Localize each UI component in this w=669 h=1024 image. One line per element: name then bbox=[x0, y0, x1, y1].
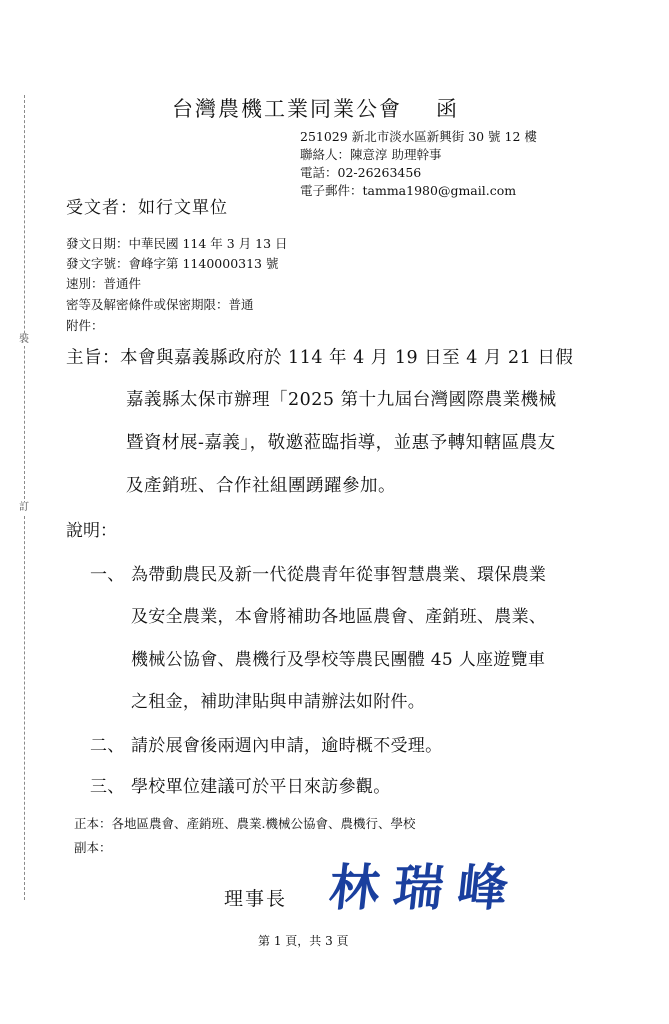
distribution-copy: 副本： bbox=[74, 840, 112, 855]
subject-line-4: 及產銷班、合作社組團踴躍參加。 bbox=[126, 476, 396, 496]
issue-number: 發文字號：會峰字第 1140000313 號 bbox=[66, 256, 279, 271]
binding-mark-bottom: 訂 bbox=[19, 502, 29, 513]
chairman-signature: 林瑞峰 bbox=[326, 859, 525, 917]
recipient: 受文者：如行文單位 bbox=[66, 198, 228, 218]
item-1-line-1: 為帶動農民及新一代從農青年從事智慧農業、環保農業 bbox=[131, 565, 547, 585]
item-1-line-4: 之租金，補助津貼與申請辦法如附件。 bbox=[131, 692, 426, 712]
binding-mark-top: 裝 bbox=[19, 334, 29, 345]
document-type: 函 bbox=[436, 97, 457, 121]
phone: 電話：02-26263456 bbox=[300, 165, 422, 180]
subject-line-1: 主旨：本會與嘉義縣政府於 114 年 4 月 19 日至 4 月 21 日假 bbox=[66, 348, 574, 368]
page-number: 第 1 頁，共 3 頁 bbox=[258, 934, 349, 948]
item-1-line-2: 及安全農業，本會將補助各地區農會、產銷班、農業、 bbox=[131, 607, 547, 627]
issue-date: 發文日期：中華民國 114 年 3 月 13 日 bbox=[66, 236, 288, 251]
item-1-line-3: 機械公協會、農機行及學校等農民團體 45 人座遊覽車 bbox=[131, 650, 546, 670]
distribution-main: 正本：各地區農會、產銷班、農業.機械公協會、農機行、學校 bbox=[74, 816, 416, 831]
explanation-label: 說明： bbox=[66, 521, 117, 541]
email: 電子郵件：tamma1980@gmail.com bbox=[300, 183, 517, 198]
attachment: 附件： bbox=[66, 318, 104, 333]
delivery-speed: 速別：普通件 bbox=[66, 276, 142, 291]
address: 251029 新北市淡水區新興街 30 號 12 樓 bbox=[300, 129, 537, 144]
item-2-text: 請於展會後兩週內申請，逾時概不受理。 bbox=[131, 736, 443, 756]
subject-line-3: 暨資材展-嘉義」，敬邀蒞臨指導，並惠予轉知轄區農友 bbox=[126, 433, 556, 453]
contact-person: 聯絡人：陳意淳 助理幹事 bbox=[300, 147, 442, 162]
item-2-number: 二、 bbox=[90, 736, 125, 756]
subject-line-2: 嘉義縣太保市辦理「2025 第十九屆台灣國際農業機械 bbox=[126, 390, 557, 410]
item-1-number: 一、 bbox=[90, 565, 125, 585]
item-3-text: 學校單位建議可於平日來訪參觀。 bbox=[131, 777, 391, 797]
organization-title: 台灣農機工業同業公會 bbox=[172, 97, 402, 121]
item-3-number: 三、 bbox=[90, 777, 125, 797]
security-level: 密等及解密條件或保密期限：普通 bbox=[66, 297, 254, 312]
chairman-title: 理事長 bbox=[224, 888, 288, 910]
binding-line bbox=[24, 95, 25, 900]
